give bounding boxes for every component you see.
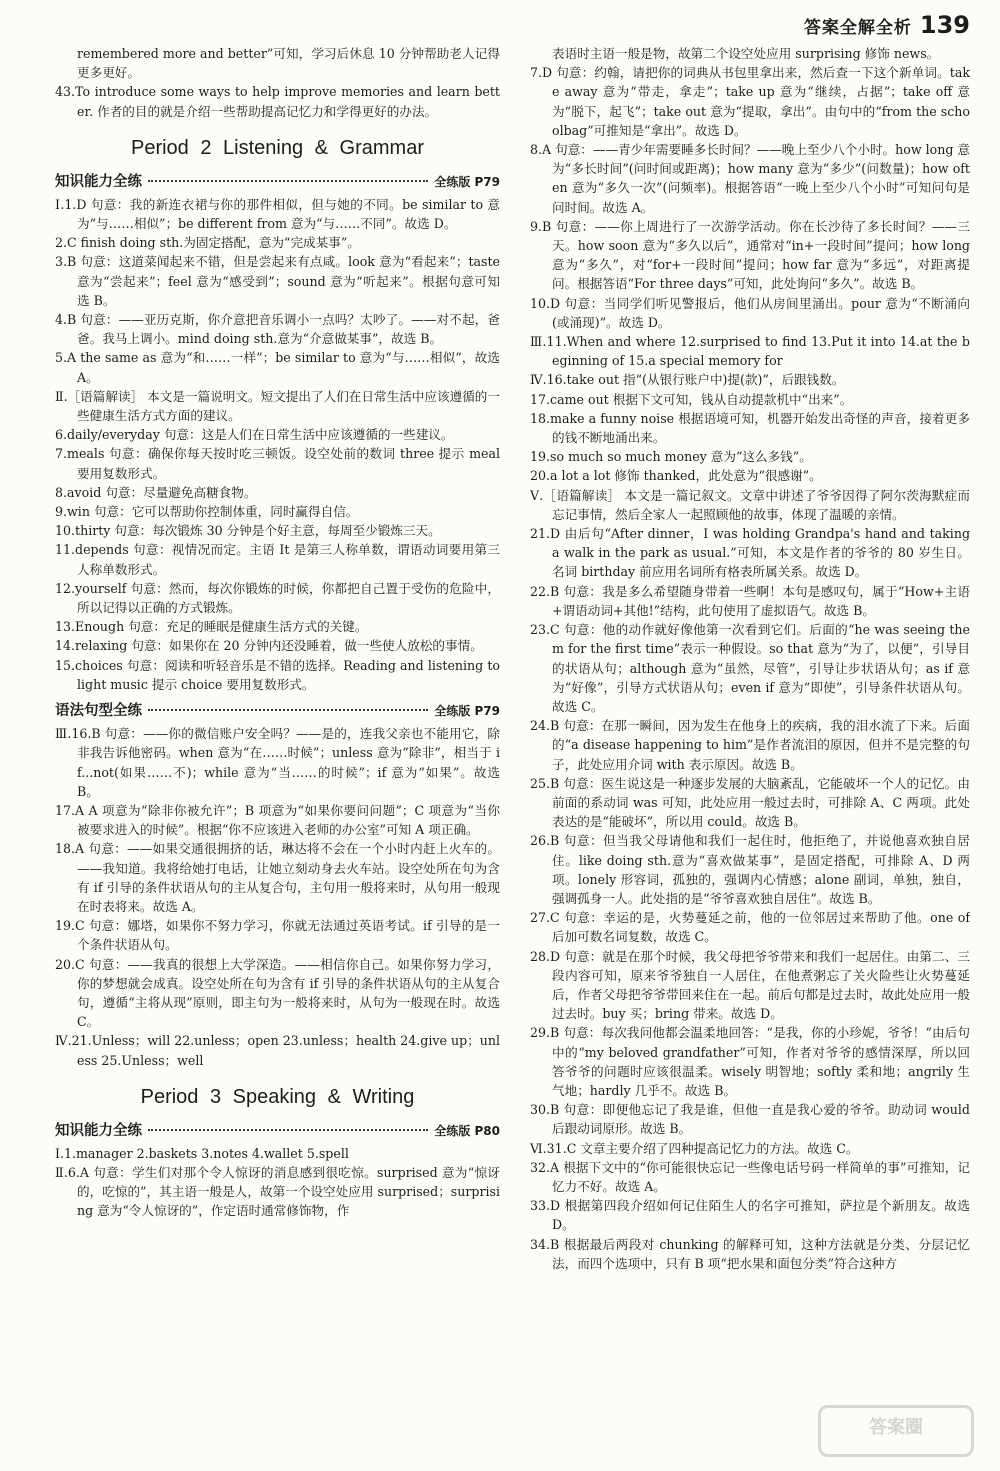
answer-item: 17.came out 根据下文可知，钱从自动提款机中“出来”。 (530, 391, 853, 407)
continued-text: 表语时主语一般是物，故第二个设空处应用 surprising 修饰 news。 (552, 46, 940, 61)
left-column (55, 44, 500, 1451)
right-column (530, 44, 970, 1451)
answer-item: 13.Enough 句意：充足的睡眠是健康生活方式的关键。 (55, 619, 368, 635)
answer-item: 32.A 根据下文中的“你可能很快忘记一些像电话号码一样简单的事”可推知，记忆力不好。故选 A。 (530, 1159, 970, 1194)
dotted-leader (148, 709, 428, 711)
answer-item: Ⅳ.16.take out 指“(从银行账户中)提(款)”，后跟钱数。 (530, 372, 845, 388)
section-heading (55, 698, 500, 724)
answer-item: 34.B 根据最后两段对 chunking 的解释可知，这种方法就是分类、分层记忆法，而四个选项中，只有 B 项“把水果和面包分类”符合这种方 (530, 1236, 970, 1271)
watermark-text: 答案圈 (869, 1417, 923, 1438)
answer-item: 18.A 句意：——如果交通很拥挤的话，琳达将不会在一个小时内赶上火车的。——我知道。我将给她打电话，让她立刻动身去火车站。设空处所在句为含有 if 引导的条件状语从句的主从复合句，主句用一般将来时，从句用一般现在时表将来。故选 A。 (55, 841, 500, 914)
section-ref: 全练版 P80 (434, 1123, 500, 1138)
page-number: 139 (919, 11, 970, 39)
answer-item: 33.D 根据第四段介绍如何记住陌生人的名字可推知，萨拉是个新朋友。故选 D。 (530, 1198, 970, 1233)
answer-item: 9.win 句意：它可以帮助你控制体重，同时赢得自信。 (55, 504, 359, 520)
section-title: 知识能力全练 (55, 1122, 142, 1139)
answer-item: Ⅵ.31.C 文章主要介绍了四种提高记忆力的方法。故选 C。 (530, 1140, 859, 1156)
period-3-title: Period 3 Speaking & Writing (140, 1085, 415, 1108)
answer-item: 23.C 句意：他的动作就好像他第一次看到它们。后面的“he was seeing them for the first time”表示一种假设。so that 意为“为了，以便”，引导目的状语从句；although 意为“虽然，尽管”，引导让步状语从句；as if 意为“好像”，引导方式状语从句；even if 意为“即使”，引导条件状语从句。故选 C。 (530, 622, 970, 714)
answer-item: Ⅱ.6.A 句意：学生们对那个令人惊讶的消息感到很吃惊。surprised 意为“惊讶的，吃惊的”，其主语一般是人，故第一个设空处应用 surprised；surprising 意为“令人惊讶的”，作定语时通常修饰物，作 (55, 1164, 500, 1219)
answer-item: 26.B 句意：但当我父母请他和我们一起住时，他拒绝了，并说他喜欢独自居住。like doing sth.意为“喜欢做某事”，是固定搭配，可排除 A、D 两项。lonely 形容词，孤独的，强调内心情感；alone 副词，单独，独自，强调孤身一人。此处指的是“爷爷喜欢独自居住”。故选 B。 (530, 833, 970, 906)
answer-item: 15.choices 句意：阅读和听轻音乐是不错的选择。Reading and listening to light music 提示 choice 要用复数形式。 (55, 657, 500, 692)
passage-summary: Ⅴ.［语篇解读］ 本文是一篇记叙文。文章中讲述了爷爷因得了阿尔茨海默症而忘记事情，然后全家人一起照顾他的故事，体现了温暖的亲情。 (530, 487, 970, 522)
answer-item: 10.thirty 句意：每次锻炼 30 分钟是个好主意，每周至少锻炼三天。 (55, 523, 441, 539)
period-2-title: Period 2 Listening & Grammar (130, 136, 424, 159)
answer-item: 12.yourself 句意：然而，每次你锻炼的时候，你都把自己置于受伤的危险中，所以记得以正确的方式锻炼。 (55, 580, 500, 616)
page-header (804, 8, 970, 42)
passage-summary: Ⅱ.［语篇解读］ 本文是一篇说明文。短文提出了人们在日常生活中应该遵循的一些健康生活方式方面的建议。 (55, 388, 500, 424)
answer-item: 4.B 句意：——亚历克斯，你介意把音乐调小一点吗？太吵了。——对不起，爸爸。我马上调小。mind doing sth.意为“介意做某事”，故选 B。 (55, 312, 500, 347)
answer-item: Ⅰ.1.D 句意：我的新连衣裙与你的那件相似，但与她的不同。be similar to 意为“与……相似”；be different from 意为“与……不同”。故选 D。 (55, 196, 500, 232)
section-ref: 全练版 P79 (434, 704, 500, 719)
answer-item: Ⅳ.21.Unless；will 22.unless；open 23.unless；health 24.give up；unless 25.Unless；well (55, 1033, 500, 1068)
book-title: 答案全解全析 (803, 17, 912, 38)
answer-item: 24.B 句意：在那一瞬间，因为发生在他身上的疾病，我的泪水流了下来。后面的“a disease happening to him”是作者流泪的原因，但并不是完整的句子，此处应用介词 with 表示原因。故选 B。 (530, 718, 970, 772)
answer-item: 2.C finish doing sth.为固定搭配，意为“完成某事”。 (55, 235, 360, 251)
answer-item: 30.B 句意：即便他忘记了我是谁，但他一直是我心爱的爷爷。助动词 would 后跟动词原形。故选 B。 (530, 1102, 970, 1137)
answer-item: 5.A the same as 意为“和……一样”；be similar to 意为“与……相似”，故选 A。 (55, 350, 500, 385)
answer-item: 43.To introduce some ways to help improve memories and learn better. 作者的目的就是介绍一些帮助提高记忆力和学得更好的办法。 (55, 84, 500, 119)
answer-item: 28.D 句意：就是在那个时候，我父母把爷爷带来和我们一起居住。由第二、三段内容可知，原来爷爷独自一人居住，在他煮粥忘了关火险些让火势蔓延后，作者父母把爷爷带回来住在一起。前后句都是过去时，故此处应用一般过去时。buy 买；bring 带来。故选 D。 (530, 948, 970, 1022)
dotted-leader (148, 1129, 428, 1131)
section-ref: 全练版 P79 (434, 174, 500, 189)
answer-item: 20.a lot a lot 修饰 thanked，此处意为“很感谢”。 (530, 468, 822, 484)
answer-item: 8.avoid 句意：尽量避免高糖食物。 (55, 484, 257, 500)
answer-item: 29.B 句意：每次我问他都会温柔地回答：“是我，你的小珍妮，爷爷！”由后句中的“my beloved grandfather”可知，作者对爷爷的感情深厚，所以回答爷爷的问题时应该很温柔。wisely 明智地；softly 柔和地；angrily 生气地；hardly 几乎不。故选 B。 (530, 1025, 970, 1098)
answer-item: 17.A A 项意为“除非你被允许”；B 项意为“如果你要问问题”；C 项意为“当你被要求进入的时候”。根据“你不应该进入老师的办公室”可知 A 项正确。 (55, 802, 500, 838)
answer-item: 11.depends 句意：视情况而定。主语 It 是第三人称单数，谓语动词要用第三人称单数形式。 (55, 542, 500, 577)
answer-item: 27.C 句意：幸运的是，火势蔓延之前，他的一位邻居过来帮助了他。one of 后加可数名词复数，故选 C。 (530, 910, 970, 945)
answer-item: 6.daily/everyday 句意：这是人们在日常生活中应该遵循的一些建议。 (55, 427, 454, 443)
answer-item: 19.C 句意：娜塔，如果你不努力学习，你就无法通过英语考试。if 引导的是一个条件状语从句。 (55, 918, 500, 953)
answer-item: 7.meals 句意：确保你每天按时吃三顿饭。设空处前的数词 three 提示 meal 要用复数形式。 (55, 446, 500, 481)
answer-item: Ⅰ.1.manager 2.baskets 3.notes 4.wallet 5.spell (55, 1145, 349, 1161)
answer-item: 20.C 句意：——我真的很想上大学深造。——相信你自己。如果你努力学习，你的梦想就会成真。设空处所在句为含有 if 引导的条件状语从句的主从复合句，遵循“主将从现”原则，即主句为一般将来时，从句为一般现在时。故选 C。 (55, 956, 500, 1030)
section-heading (55, 169, 500, 195)
answer-item: Ⅲ.11.When and where 12.surprised to find 13.Put it into 14.at the beginning of 15.a special memory for (530, 334, 970, 369)
answer-item: 21.D 由后句“After dinner，I was holding Grandpa's hand and taking a walk in the park as usual.”可知，本文是作者的爷爷的 80 岁生日。名词 birthday 前应用名词所有格表所属关系。故选 D。 (530, 526, 970, 580)
dotted-leader (148, 180, 428, 182)
section-title: 知识能力全练 (55, 173, 142, 190)
answer-item: 25.B 句意：医生说这是一种逐步发展的大脑紊乱，它能破坏一个人的记忆。由前面的系动词 was 可知，此处应用一般过去时，可排除 A、C 两项。此处表达的是“能破坏”，所以用 could。故选 B。 (530, 775, 970, 830)
answer-item: 10.D 句意：当同学们听见警报后，他们从房间里涌出。pour 意为“不断涌向(或涌现)”。故选 D。 (530, 295, 970, 330)
answer-item: 18.make a funny noise 根据语境可知，机器开始发出奇怪的声音，接着更多的钱不断地涌出来。 (530, 410, 970, 446)
section-heading (55, 1118, 500, 1144)
section-title: 语法句型全练 (55, 703, 142, 720)
intro-text: remembered more and better”可知，学习后休息 10 分钟帮助老人记得更多更好。 (77, 46, 500, 81)
answer-item: 7.D 句意：约翰，请把你的词典从书包里拿出来，然后查一下这个新单词。take away 意为“带走，拿走”；take up 意为“继续，占据”；take off 意为“脱下，起飞”；take out 意为“提取，拿出”。由句中的“from the schoolbag”可推知是“拿出”。故选 D。 (530, 65, 970, 138)
answer-item: 19.so much so much money 意为“这么多钱”。 (530, 449, 812, 465)
answer-item: 3.B 句意：这道菜闻起来不错，但是尝起来有点咸。look 意为“看起来”；taste 意为“尝起来”；feel 意为“感受到”；sound 意为“听起来”。根据句意可知选 B。 (55, 254, 500, 308)
answer-item: 8.A 句意：——青少年需要睡多长时间？——晚上至少八个小时。how long 意为“多长时间”(问时间或距离)；how many 意为“多少”(问数量)；how often 意为“多久一次”(问频率)。根据答语“一晚上至少八个小时”可知问句是问时间。故选 A。 (530, 142, 970, 215)
answer-item: 9.B 句意：——你上周进行了一次游学活动。你在长沙待了多长时间？——三天。how soon 意为“多久以后”，通常对“in+一段时间”提问；how long 意为“多久”，对“for+一段时间”提问；how far 意为“多远”，对距离提问。根据答语“For three days”可知，此处询问“多久”。故选 B。 (530, 218, 970, 292)
answer-item: Ⅲ.16.B 句意：——你的微信账户安全吗？——是的，连我父亲也不能用它，除非我告诉他密码。when 意为“在……时候”；unless 意为“除非”，相当于 if...not(如果……不)；while 意为“当……的时候”；if 意为“如果”。故选 B。 (55, 726, 500, 799)
answer-item: 14.relaxing 句意：如果你在 20 分钟内还没睡着，做一些使人放松的事情。 (55, 638, 483, 654)
answer-item: 22.B 句意：我是多么希望随身带着一些啊！本句是感叹句，属于“How+主语+谓语动词+其他!”结构，此句使用了虚拟语气。故选 B。 (530, 583, 970, 618)
watermark-logo (818, 1405, 974, 1457)
